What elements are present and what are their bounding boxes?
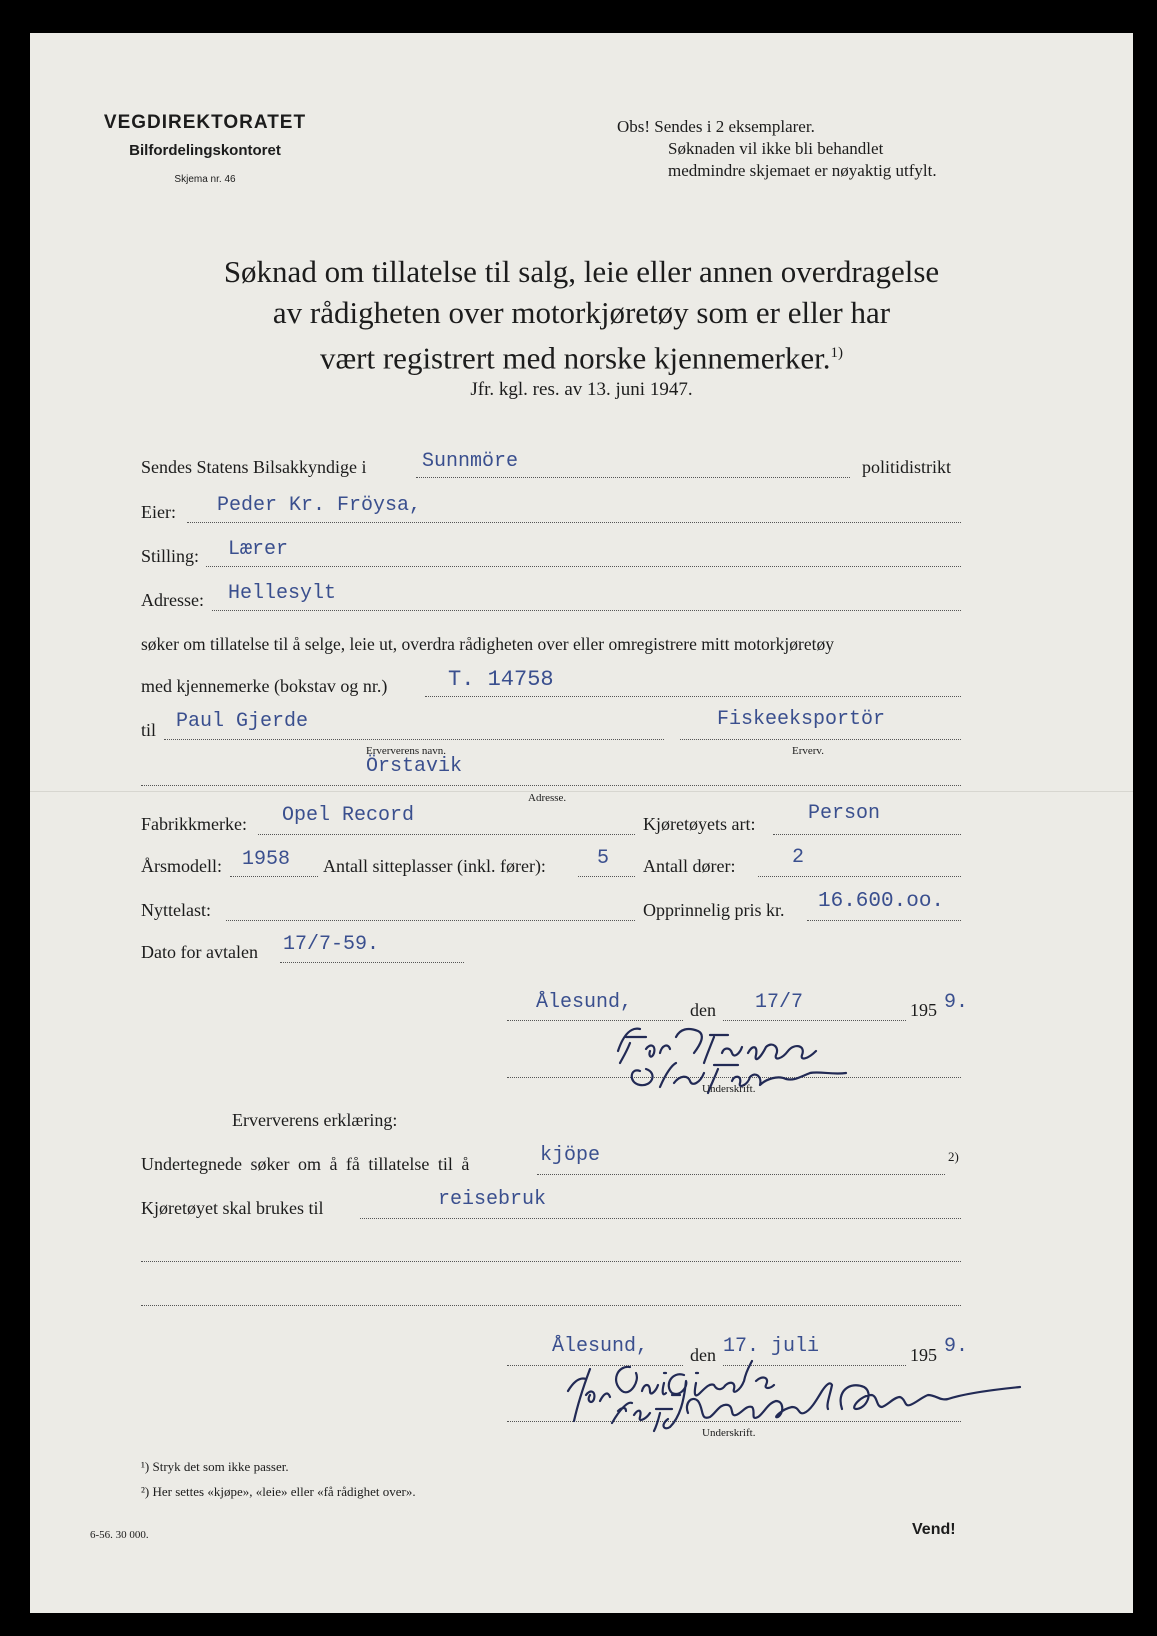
title-line-3 [30,333,1133,378]
use-line [360,1218,961,1219]
notice-line-1: Obs! Sendes i 2 eksemplarer. [617,117,815,136]
model-year-value[interactable]: 1958 [242,848,291,871]
owner-line [187,522,961,523]
declaration-heading: Erververens erklæring: [232,1110,398,1130]
model-year-label: Årsmodell: [141,856,222,876]
title-line-1: Søknad om tillatelse til salg, leie eller annen overdragelse [223,254,940,289]
owner-signature-caption: Underskrift. [702,1083,756,1095]
footnote-2: ²) Her settes «kjøpe», «leie» eller «få rådighet over». [141,1484,416,1499]
make-line [258,834,635,835]
apply-value[interactable]: kjöpe [540,1144,601,1167]
request-text: søker om tillatelse til å selge, leie ut, overdra rådigheten over eller omregistrere mitt motorkjøretøy [141,634,834,654]
owner-place-value[interactable]: Ålesund, [536,991,633,1014]
turn-over: Vend! [912,1521,956,1538]
make-label: Fabrikkmerke: [141,814,247,834]
occupation-value[interactable]: Lærer [228,538,289,561]
owner-label: Eier: [141,502,176,522]
price-value[interactable]: 16.600.oo. [818,890,945,913]
acquirer-name-caption: Erververens navn. [366,745,447,757]
use-label: Kjøretøyet skal brukes til [141,1198,324,1218]
title-line-3-text: vært registrert med norske kjennemerker. [320,340,831,376]
notice-line-2: Søknaden vil ikke bli behandlet [668,139,884,158]
form-number: Skjema nr. 46 [174,174,236,185]
use-line-extra-1 [141,1261,961,1262]
footnote-1: ¹) Stryk det som ikke passer. [141,1459,289,1474]
make-value[interactable]: Opel Record [282,804,415,827]
acquirer-place-value[interactable]: Ålesund, [552,1335,649,1358]
agreement-date-value[interactable]: 17/7-59. [283,933,380,956]
owner-place-line [507,1020,683,1021]
price-line [807,920,961,921]
price-label: Opprinnelig pris kr. [643,900,785,920]
acquirer-year-prefix: 195 [910,1345,937,1365]
acquirer-address-value[interactable]: Örstavik [366,755,463,778]
address-value[interactable]: Hellesylt [228,582,337,605]
acquirer-signature [560,1351,1030,1451]
print-code: 6-56. 30 000. [90,1529,149,1541]
acquirer-occupation-value[interactable]: Fiskeeksportör [717,708,886,731]
owner-year-prefix: 195 [910,1000,937,1020]
plate-label: med kjennemerke (bokstav og nr.) [141,676,388,696]
apply-line [537,1174,945,1175]
doors-value[interactable]: 2 [792,846,805,869]
acquirer-occupation-line [680,739,961,740]
plate-value[interactable]: T. 14758 [448,667,554,692]
acquirer-address-line [141,785,961,786]
send-to-label: Sendes Statens Bilsakkyndige i [141,457,367,477]
acquirer-den-label: den [690,1345,716,1365]
title-footnote-mark: 1) [830,345,843,361]
acquirer-signature-caption: Underskrift. [702,1427,756,1439]
acquirer-date-value[interactable]: 17. juli [723,1335,820,1358]
owner-value[interactable]: Peder Kr. Fröysa, [217,494,422,517]
district-suffix: politidistrikt [862,457,952,477]
fold-line [30,791,1133,792]
payload-line [226,920,635,921]
occupation-line [206,566,961,567]
title-line-2: av rådigheten over motorkjøretøy som er eller har [272,295,891,330]
send-to-line [416,477,850,478]
owner-date-line [723,1020,906,1021]
vehicle-type-label: Kjøretøyets art: [643,814,756,834]
doors-label: Antall dører: [643,856,736,876]
owner-year-suffix[interactable]: 9. [944,991,969,1014]
acquirer-name-value[interactable]: Paul Gjerde [176,710,309,733]
plate-line [425,696,961,697]
to-label: til [141,720,157,740]
form-sheet [30,33,1133,1613]
acquirer-name-line [164,739,664,740]
address-line [212,610,961,611]
model-year-line [230,876,318,877]
acquirer-occupation-caption: Erverv. [792,745,824,757]
legal-reference: Jfr. kgl. res. av 13. juni 1947. [470,379,693,400]
vehicle-type-value[interactable]: Person [808,802,881,825]
apply-footnote-mark: 2) [948,1149,959,1164]
owner-date-value[interactable]: 17/7 [755,991,804,1014]
acquirer-year-suffix[interactable]: 9. [944,1335,969,1358]
agreement-date-label: Dato for avtalen [141,942,258,962]
agreement-date-line [280,962,464,963]
vehicle-type-line [773,834,961,835]
seats-line [578,876,635,877]
acquirer-address-caption: Adresse. [528,792,567,804]
use-value[interactable]: reisebruk [438,1188,547,1211]
address-label: Adresse: [141,590,204,610]
doors-line [758,876,961,877]
send-to-value[interactable]: Sunnmöre [422,450,519,473]
occupation-label: Stilling: [141,546,200,566]
apply-label: Undertegnede søker om å få tillatelse til å [141,1154,470,1174]
seats-value[interactable]: 5 [597,847,610,870]
org-name: VEGDIREKTORATET [103,112,307,133]
office-name: Bilfordelingskontoret [129,142,281,159]
use-line-extra-2 [141,1305,961,1306]
owner-den-label: den [690,1000,716,1020]
seats-label: Antall sitteplasser (inkl. fører): [323,856,546,876]
payload-label: Nyttelast: [141,900,211,920]
notice-line-3: medmindre skjemaet er nøyaktig utfylt. [668,161,937,180]
